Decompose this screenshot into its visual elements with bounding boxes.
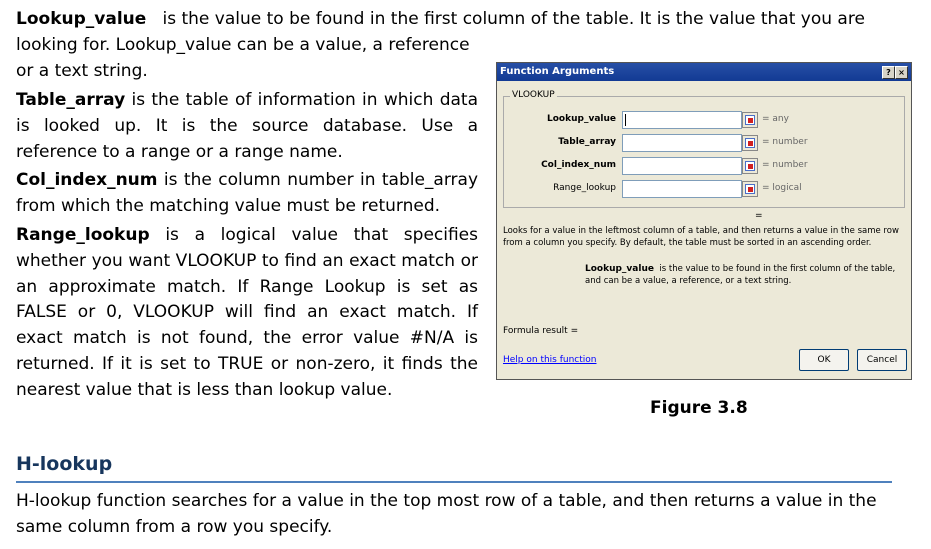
dialog-titlebar: [497, 63, 911, 81]
arg-label-range-lookup: Range_lookup: [553, 183, 616, 193]
range-lookup-term: Range_lookup: [16, 224, 150, 245]
formula-result: Formula result =: [503, 326, 579, 336]
arg-row-table-array: [504, 134, 904, 152]
lookup-value-input[interactable]: [622, 111, 742, 129]
arg-row-lookup-value: [504, 111, 904, 129]
help-title-button[interactable]: ?: [882, 66, 895, 79]
lookup-value-term: Lookup_value: [16, 9, 147, 29]
range-lookup-text: is a logical value that specifies whether you want VLOOKUP to find an exact match or an approximate match. If Range Lookup is set as FALSE or 0, VLOOKUP will find an exact match. If exact match is not found, the error value #N/A is returned. If it is set to TRUE or non-zero, it finds the nearest value that is less than lookup value.: [16, 224, 478, 400]
range-select-icon[interactable]: [742, 112, 758, 128]
arg-result-range-lookup: = logical: [762, 183, 802, 193]
heading-rule: [16, 481, 892, 483]
range-select-icon[interactable]: [742, 181, 758, 197]
arg-result-table-array: = number: [762, 137, 808, 147]
text-caret: [625, 114, 626, 126]
vlookup-group-label: VLOOKUP: [512, 90, 555, 100]
range-select-icon[interactable]: [742, 158, 758, 174]
arg-label-lookup-value: Lookup_value: [547, 114, 616, 124]
dialog-title: Function Arguments: [500, 66, 615, 77]
lookup-value-line1: [16, 7, 892, 33]
focused-arg-text: is the value to be found in the first column of the table, and can be a value, a reference, or a text string.: [585, 264, 896, 286]
col-index-text: is the column number in table_array from which the matching value must be returned.: [16, 170, 479, 217]
col-index-num-input[interactable]: [622, 157, 742, 175]
lookup-value-text-rest: looking for. Lookup_value can be a value, a reference or a text string.: [16, 35, 470, 81]
help-on-function-link[interactable]: Help on this function: [503, 355, 597, 365]
arg-label-col-index-num: Col_index_num: [541, 160, 616, 170]
figure-caption: Figure 3.8: [650, 398, 748, 418]
vlookup-group: [503, 90, 905, 208]
arg-result-col-index-num: = number: [762, 160, 808, 170]
range-lookup-paragraph: [16, 223, 478, 404]
arg-row-col-index-num: [504, 157, 904, 175]
arg-row-range-lookup: [504, 180, 904, 198]
cancel-button[interactable]: Cancel: [857, 349, 907, 371]
table-array-input[interactable]: [622, 134, 742, 152]
function-description: Looks for a value in the leftmost column of a table, and then returns a value in the same row from a column you specify. By default, the table must be sorted in an ascending order.: [503, 226, 899, 248]
table-array-paragraph: [16, 88, 478, 165]
arg-label-table-array: Table_array: [558, 137, 616, 147]
function-result-equals: =: [755, 211, 763, 221]
focused-arg-description: [585, 263, 907, 287]
ok-button[interactable]: OK: [799, 349, 849, 371]
range-lookup-input[interactable]: [622, 180, 742, 198]
focused-arg-name: Lookup_value: [585, 264, 654, 274]
col-index-term: Col_index_num: [16, 170, 158, 191]
arg-result-lookup-value: = any: [762, 114, 789, 124]
hlookup-paragraph: H-lookup function searches for a value in the top most row of a table, and then returns a value in the same column from a row you specify.: [16, 491, 877, 537]
lookup-value-text-line1: is the value to be found in the first column of the table. It is the value that you are: [162, 9, 865, 29]
col-index-paragraph: [16, 168, 478, 220]
section-heading: H-lookup: [16, 453, 113, 475]
range-select-icon[interactable]: [742, 135, 758, 151]
function-arguments-dialog: [496, 62, 912, 380]
argument-descriptions: [16, 88, 478, 404]
close-icon[interactable]: ×: [895, 66, 908, 79]
table-array-term: Table_array: [16, 90, 126, 110]
table-array-text: is the table of information in which data is looked up. It is the source database. Use a reference to a range or a range name.: [16, 90, 478, 162]
